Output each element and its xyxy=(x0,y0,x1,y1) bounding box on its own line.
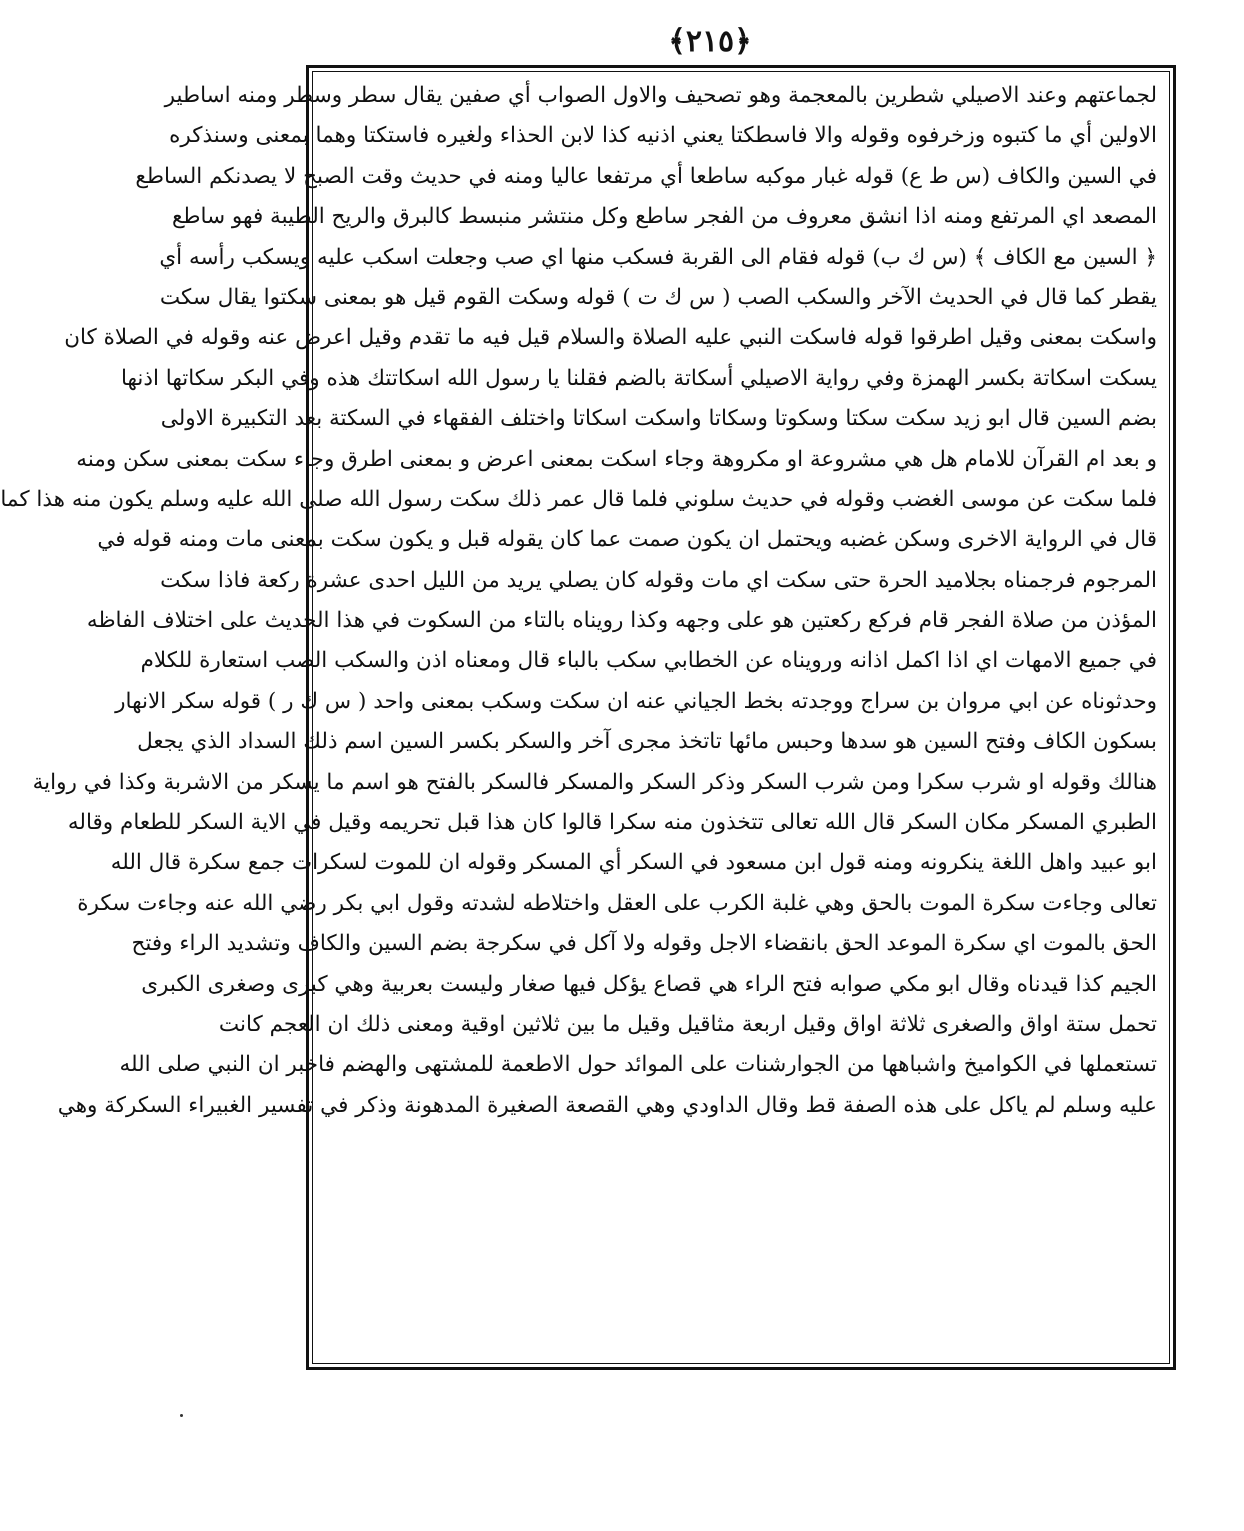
text-line: فلما سكت عن موسى الغضب وقوله في حديث سلوني فلما قال عمر ذلك سكت رسول الله صلى الله عليه وسلم يكون منه هذا كما xyxy=(0,486,1157,512)
text-line: ابو عبيد واهل اللغة ينكرونه ومنه قول ابن مسعود في السكر أي المسكر وقوله ان للموت لسكرات جمع سكرة قال الله xyxy=(110,850,1157,876)
text-line: لجماعتهم وعند الاصيلي شطرين بالمعجمة وهو تصحيف والاول الصواب أي صفين يقال سطر وسطر ومنه اساطير xyxy=(164,83,1157,108)
text-line: الاولين أي ما كتبوه وزخرفوه وقوله والا فاسطكتا يعني اذنيه كذا لابن الحذاء ولغيره فاستكتا وهما بمعنى وسنذكره xyxy=(169,123,1157,149)
text-line: بضم السين قال ابو زيد سكت سكتا وسكوتا وسكاتا واسكت اسكاتا واختلف الفقهاء في السكتة بعد التكبيرة الاولى xyxy=(160,406,1157,432)
text-line: وحدثوناه عن ابي مروان بن سراج ووجدته بخط الجياني عنه ان سكت وسكب بمعنى واحد ( س ك ر ) قوله سكر الانهار xyxy=(115,688,1157,714)
text-line: المصعد اي المرتفع ومنه اذا انشق معروف من الفجر ساطع وكل منتشر منبسط كالبرق والريح الطيبة فهو ساطع xyxy=(171,204,1157,230)
text-line: قال في الرواية الاخرى وسكن غضبه ويحتمل ان يكون صمت عما كان يقوله قبل و يكون سكت بمعنى مات ومنه قوله في xyxy=(97,527,1157,553)
text-line: تحمل ستة اواق والصغرى ثلاثة اواق وقيل اربعة مثاقيل وقيل ما بين ثلاثين اوقية ومعنى ذلك ان العجم كانت xyxy=(218,1011,1157,1037)
text-line: في جميع الامهات اي اذا اكمل اذانه ورويناه عن الخطابي سكب بالباء قال ومعناه اذن والسكب الصب استعارة للكلام xyxy=(140,648,1157,674)
text-line: في السين والكاف (س ط ع) قوله غبار موكبه ساطعا أي مرتفعا عاليا ومنه في حديث وقت الصبح لا يصدنكم الساطع xyxy=(135,163,1157,189)
text-line: هنالك وقوله او شرب سكرا ومن شرب السكر وذكر السكر والمسكر فالسكر بالفتح هو اسم ما يسكر من الاشربة وكذا في رواية xyxy=(32,769,1157,795)
text-block xyxy=(0,71,1170,1364)
text-line: المؤذن من صلاة الفجر قام فركع ركعتين هو على وجهه وكذا رويناه بالتاء من السكوت في هذا الحديث على اختلاف الفاظه xyxy=(86,608,1157,634)
text-line: ﴿ السين مع الكاف ﴾ (س ك ب) قوله فقام الى القربة فسكب منها اي صب وجعلت اسكب عليه ويسكب رأسه أي xyxy=(159,244,1157,270)
page-number: ﴿٢١٥﴾ xyxy=(668,24,752,59)
text-line: الجيم كذا قيدناه وقال ابو مكي صوابه فتح الراء هي قصاع يؤكل فيها صغار وليست بعربية وهي كبرى وصغرى الكبرى xyxy=(141,971,1157,997)
text-line: واسكت بمعنى وقيل اطرقوا قوله فاسكت النبي عليه الصلاة والسلام قيل فيه ما تقدم وقيل اعرض عنه وقوله في الصلاة كان xyxy=(64,325,1157,351)
text-line: يقطر كما قال في الحديث الآخر والسكب الصب ( س ك ت ) قوله وسكت القوم قيل هو بمعنى سكتوا يقال سكت xyxy=(159,284,1157,310)
text-line: الحق بالموت اي سكرة الموعد الحق بانقضاء الاجل وقوله ولا آكل في سكرجة بضم السين والكاف وتشديد الراء وفتح xyxy=(131,931,1157,957)
text-line: و بعد ام القرآن للامام هل هي مشروعة او مكروهة وجاء اسكت بمعنى اعرض و بمعنى اطرق وجاء سكت بمعنى سكن ومنه xyxy=(76,446,1157,472)
text-line: يسكت اسكاتة بكسر الهمزة وفي رواية الاصيلي أسكاتة بالضم فقلنا يا رسول الله اسكاتتك هذه وفي البكر سكاتها اذنها xyxy=(120,365,1157,391)
text-line: تستعملها في الكواميخ واشباهها من الجوارشنات على الموائد حول الاطعمة للمشتهى والهضم فاخبر ان النبي صلى الله xyxy=(119,1052,1157,1078)
text-line: المرجوم فرجمناه بجلاميد الحرة حتى سكت اي مات وقوله كان يصلي يريد من الليل احدى عشرة ركعة فاذا سكت xyxy=(160,567,1157,593)
text-line: تعالى وجاءت سكرة الموت بالحق وهي غلبة الكرب على العقل واختلاطه لشدته وقول ابي بكر رضي الله عنه وجاءت سكرة xyxy=(77,890,1157,916)
text-line: بسكون الكاف وفتح السين هو سدها وحبس مائها تاتخذ مجرى آخر والسكر بكسر السين اسم ذلك السداد الذي يجعل xyxy=(137,729,1157,755)
stray-mark xyxy=(180,1414,183,1417)
text-line: الطبري المسكر مكان السكر قال الله تعالى تتخذون منه سكرا قالوا كان هذا قبل تحريمه وقيل في الاية السكر للطعام وقاله xyxy=(67,810,1157,836)
text-line: عليه وسلم لم ياكل على هذه الصفة قط وقال الداودي وهي القصعة الصغيرة المدهونة وذكر في تفسير الغبيراء السكركة وهي xyxy=(57,1092,1157,1118)
